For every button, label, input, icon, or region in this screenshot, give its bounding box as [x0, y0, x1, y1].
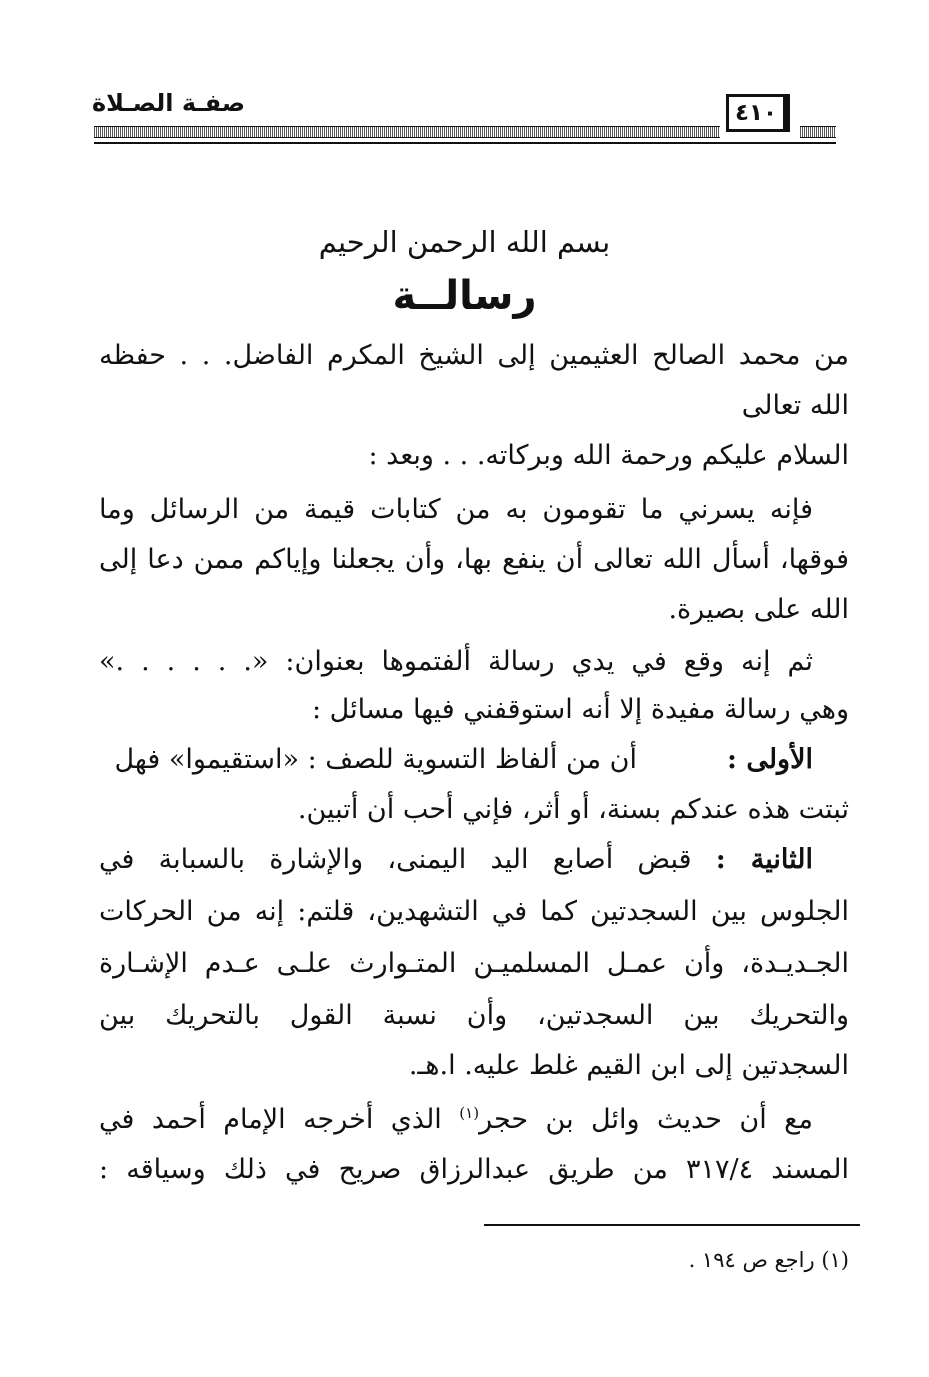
body-line: المسند ٣١٧/٤ من طريق عبدالرزاق صريح في ذلك وسياقه : — [99, 1154, 849, 1185]
letter-title: رسالــة — [392, 273, 537, 319]
body-line: فوقها، أسأل الله تعالى أن ينفع بها، وأن يجعلنا وإياكم ممن دعا إلى — [99, 544, 849, 575]
basmala: بسم الله الرحمن الرحيم — [318, 225, 611, 259]
body-line: الله تعالى — [741, 390, 849, 421]
header-rule-band — [94, 126, 720, 138]
body-line: الجـديـدة، وأن عمـل المسلميـن المتـوارث علـى عـدم الإشـارة — [99, 948, 849, 979]
body-line-second-issue — [99, 838, 849, 882]
label-second: الثانية : — [715, 844, 813, 875]
body-line: السلام عليكم ورحمة الله وبركاته. . . وبعد : — [368, 440, 849, 471]
body-line: فإنه يسرني ما تقومون به من كتابات قيمة من الرسائل وما — [99, 494, 813, 525]
body-line: الله على بصيرة. — [668, 594, 849, 625]
body-line: والتحريك بين السجدتين، وأن نسبة القول بالتحريك بين — [99, 1000, 849, 1031]
body-line: السجدتين إلى ابن القيم غلط عليه. ا.هـ. — [408, 1050, 849, 1081]
page-header — [0, 0, 929, 160]
hadith-text-end: الذي أخرجه الإمام أحمد في — [99, 1104, 442, 1135]
page-number: ٤١٠ — [726, 94, 790, 132]
second-issue-text: قبض أصابع اليد اليمنى، والإشارة بالسبابة في — [99, 844, 692, 875]
running-title: صفـة الصـلاة — [92, 89, 246, 117]
footnote-divider — [484, 1224, 860, 1226]
header-rule-line — [94, 142, 836, 144]
body-line-first-issue — [99, 738, 849, 782]
body-line: الجلوس بين السجدتين كما في التشهدين، قلتم: إنه من الحركات — [99, 896, 849, 927]
footnote-ref: (١) — [459, 1104, 480, 1122]
body-line: ثم إنه وقع في يدي رسالة ألفتموها بعنوان: «. . . . . .» — [99, 646, 813, 677]
footnote: (١) راجع ص ١٩٤ . — [688, 1248, 849, 1272]
header-rule-band-right — [800, 126, 836, 138]
body-line: ثبتت هذه عندكم بسنة، أو أثر، فإني أحب أن أتبين. — [297, 794, 849, 825]
first-issue-text: أن من ألفاظ التسوية للصف : «استقيموا» فهل — [114, 744, 637, 775]
body-line: وهي رسالة مفيدة إلا أنه استوقفني فيها مسائل : — [311, 694, 849, 725]
label-first: الأولى : — [726, 744, 813, 775]
body-line: من محمد الصالح العثيمين إلى الشيخ المكرم الفاضل. . . حفظه — [99, 340, 849, 371]
body-line-hadith — [99, 1098, 849, 1142]
hadith-text-start: مع أن حديث وائل بن حجر — [479, 1104, 813, 1135]
